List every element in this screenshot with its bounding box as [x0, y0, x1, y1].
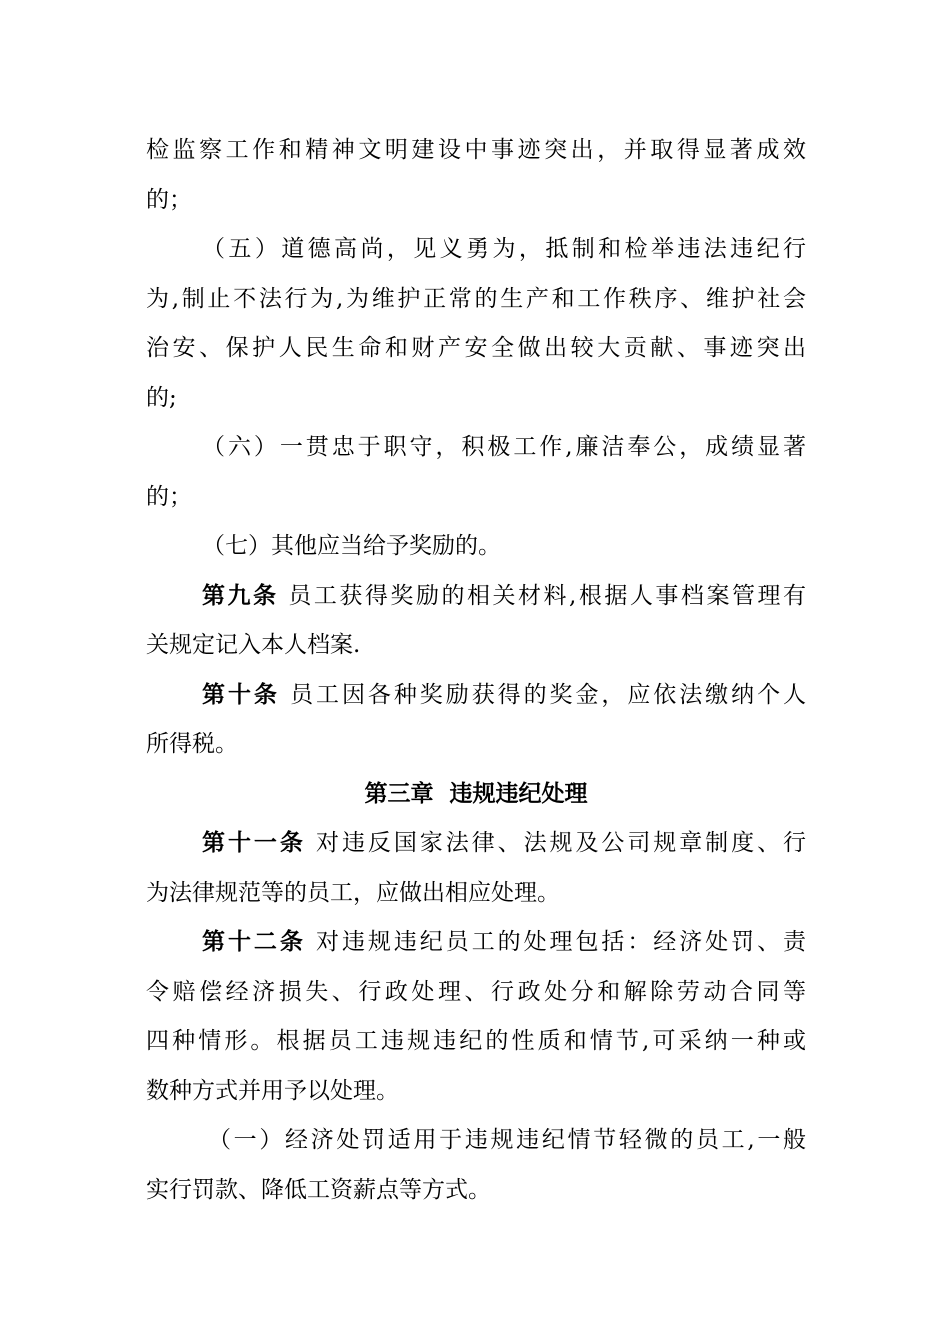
- paragraph-line: 所得税。: [146, 731, 238, 757]
- list-item-5-line: （五）道德高尚，见义勇为，抵制和检举违法违纪行: [202, 236, 806, 262]
- article-12-line: [146, 918, 806, 968]
- article-10-label: 第十条: [202, 681, 280, 708]
- paragraph-line: 实行罚款、降低工资薪点等方式。: [146, 1176, 491, 1203]
- paragraph-line: 的;: [146, 384, 177, 411]
- list-item-1-line: （一）经济处罚适用于违规违纪情节轻微的员工,一般: [208, 1127, 806, 1153]
- list-item-7-line: （七）其他应当给予奖励的。: [202, 533, 501, 559]
- document-body: [146, 126, 806, 1215]
- paragraph-line: 数种方式并用予以处理。: [146, 1077, 399, 1104]
- paragraph-line: 关规定记入本人档案.: [146, 632, 361, 658]
- article-11-label: 第十一条: [202, 830, 306, 856]
- article-10-line: [146, 671, 806, 721]
- chapter-heading: 第三章 违规违纪处理: [364, 780, 588, 807]
- article-9-label: 第九条: [202, 582, 279, 609]
- paragraph-line: 为法律规范等的员工，应做出相应处理。: [146, 879, 560, 906]
- paragraph-line: 为,制止不法行为,为维护正常的生产和工作秩序、维护社会: [146, 285, 806, 312]
- article-11-line: [146, 819, 806, 869]
- article-12-label: 第十二条: [202, 929, 306, 955]
- article-12-text: 对违规违纪员工的处理包括：经济处罚、责: [305, 929, 806, 955]
- article-10-text: 员工因各种奖励获得的奖金，应依法缴纳个人: [279, 681, 806, 708]
- paragraph-line: 四种情形。根据员工违规违纪的性质和情节,可采纳一种或: [146, 1028, 806, 1054]
- article-9-text: 员工获得奖励的相关材料,根据人事档案管理有: [278, 582, 806, 609]
- paragraph-line: 检监察工作和精神文明建设中事迹突出，并取得显著成效: [146, 137, 806, 163]
- article-9-line: [146, 572, 806, 622]
- paragraph-line: 治安、保护人民生命和财产安全做出较大贡献、事迹突出: [146, 335, 806, 361]
- paragraph-line: 令赔偿经济损失、行政处理、行政处分和解除劳动合同等: [146, 978, 806, 1005]
- paragraph-line: 的；: [146, 186, 192, 213]
- paragraph-line: 的；: [146, 483, 192, 510]
- list-item-6-line: （六）一贯忠于职守，积极工作,廉洁奉公，成绩显著: [202, 434, 806, 460]
- article-11-text: 对违反国家法律、法规及公司规章制度、行: [305, 830, 806, 856]
